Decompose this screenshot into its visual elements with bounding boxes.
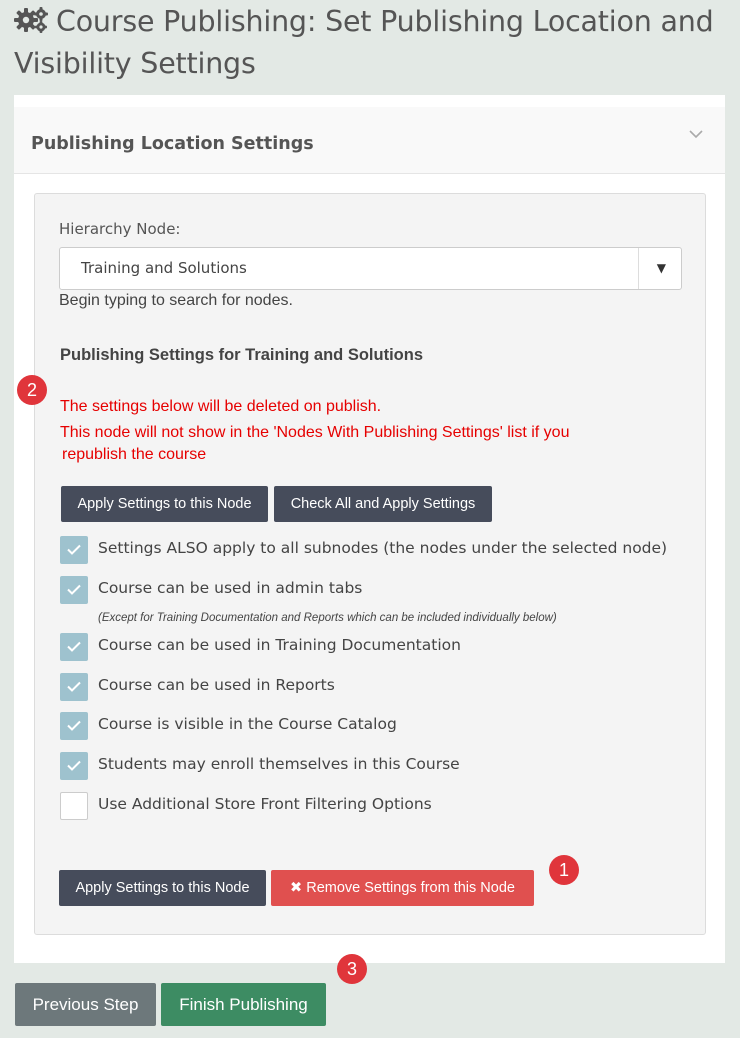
option-label: Students may enroll themselves in this Course: [98, 755, 460, 773]
settings-well: [34, 193, 706, 935]
chevron-down-icon[interactable]: [689, 124, 703, 143]
check-icon: [67, 641, 81, 652]
hierarchy-node-label: Hierarchy Node:: [59, 220, 181, 238]
option-label: Course can be used in admin tabs: [98, 579, 363, 597]
warning-line-1: The settings below will be deleted on publish.: [60, 398, 382, 415]
checkbox-checked[interactable]: [60, 752, 88, 780]
gears-icon: [14, 4, 50, 44]
admin-tabs-note: (Except for Training Documentation and Reports which can be included individually below): [98, 612, 557, 624]
caret-down-icon[interactable]: ▼: [656, 261, 666, 275]
option-label: Course can be used in Reports: [98, 676, 335, 694]
check-icon: [67, 584, 81, 595]
option-label: Use Additional Store Front Filtering Options: [98, 795, 432, 813]
check-icon: [67, 544, 81, 555]
checkbox-unchecked[interactable]: [60, 792, 88, 820]
page-title: [14, 2, 734, 84]
option-label: Settings ALSO apply to all subnodes (the nodes under the selected node): [98, 539, 668, 557]
checkbox-checked[interactable]: [60, 673, 88, 701]
remove-settings-button[interactable]: [271, 870, 534, 906]
settings-heading: Publishing Settings for Training and Solutions: [60, 346, 423, 364]
panel-header[interactable]: [14, 107, 725, 174]
checkbox-checked[interactable]: [60, 712, 88, 740]
apply-settings-button[interactable]: Apply Settings to this Node: [61, 486, 268, 522]
checkbox-checked[interactable]: [60, 576, 88, 604]
step-badge-1: 1: [549, 855, 579, 885]
finish-publishing-button[interactable]: Finish Publishing: [161, 983, 326, 1026]
previous-step-button[interactable]: Previous Step: [15, 983, 156, 1026]
select-divider: [638, 248, 639, 289]
apply-settings-button-bottom[interactable]: Apply Settings to this Node: [59, 870, 266, 906]
panel-title: Publishing Location Settings: [31, 134, 314, 154]
remove-settings-label: Remove Settings from this Node: [306, 880, 515, 896]
checkbox-checked[interactable]: [60, 536, 88, 564]
checkbox-checked[interactable]: [60, 633, 88, 661]
hierarchy-help-text: Begin typing to search for nodes.: [59, 292, 293, 309]
step-badge-3: 3: [337, 954, 367, 984]
option-label: Course is visible in the Course Catalog: [98, 715, 397, 733]
page-title-text: Course Publishing: Set Publishing Location and Visibility Settings: [14, 5, 714, 80]
option-label: Course can be used in Training Documentation: [98, 636, 461, 654]
warning-line-3: republish the course: [62, 446, 207, 463]
check-icon: [67, 760, 81, 771]
check-all-apply-button[interactable]: Check All and Apply Settings: [274, 486, 492, 522]
hierarchy-node-value: Training and Solutions: [81, 259, 247, 277]
publishing-location-panel: [14, 95, 725, 963]
hierarchy-node-select[interactable]: [59, 247, 682, 290]
check-icon: [67, 720, 81, 731]
warning-line-2: This node will not show in the 'Nodes With Publishing Settings' list if you: [60, 424, 570, 441]
step-badge-2: 2: [17, 375, 47, 405]
check-icon: [67, 681, 81, 692]
x-icon: ✖: [290, 880, 303, 896]
